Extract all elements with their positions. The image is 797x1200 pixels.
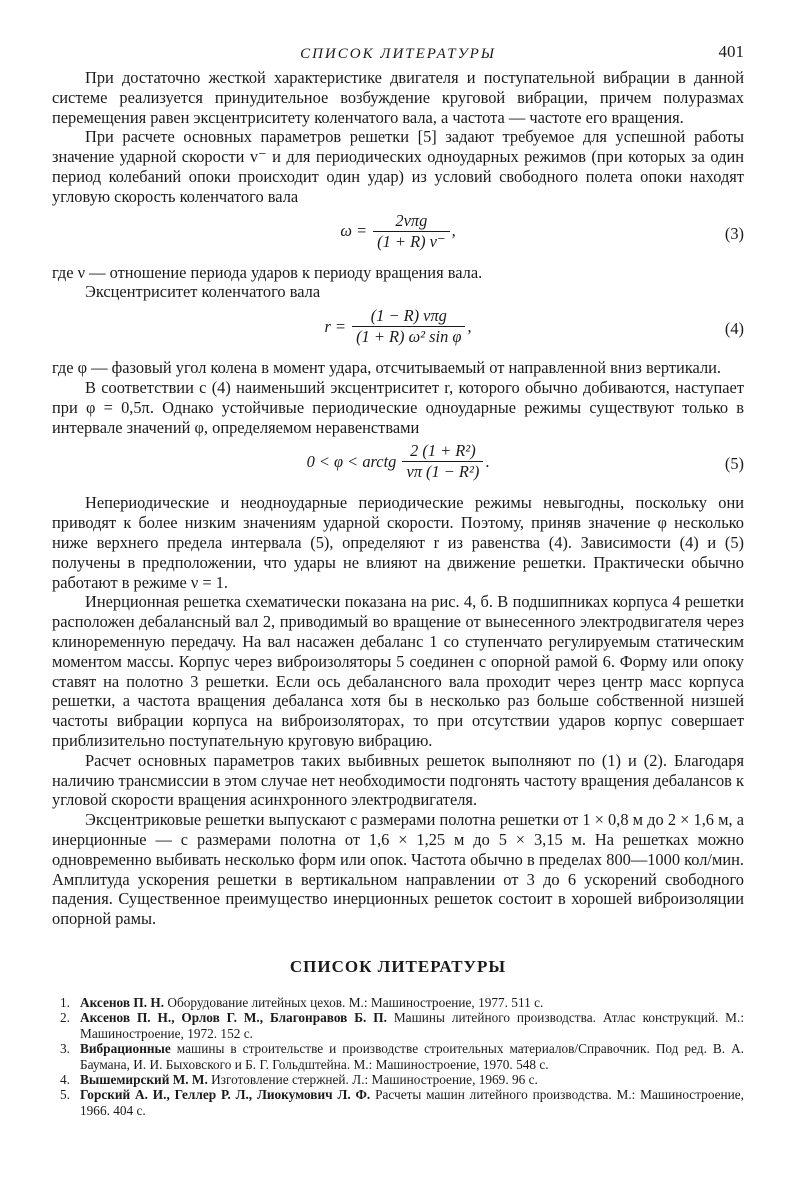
paragraph-4: Эксцентриситет коленчатого вала bbox=[85, 282, 321, 302]
reference-authors: Горский А. И., Геллер Р. Л., Лиокумович Л. Ф. bbox=[80, 1087, 371, 1103]
reference-number: 2. bbox=[60, 1010, 70, 1026]
equation-5-denominator: νπ (1 − R²) bbox=[406, 462, 480, 482]
equation-4-lhs: r = bbox=[324, 316, 346, 336]
equation-4-fraction bbox=[352, 306, 465, 347]
equation-3-number: (3) bbox=[724, 223, 744, 243]
reference-item bbox=[52, 1087, 744, 1118]
reference-number: 5. bbox=[60, 1087, 70, 1103]
equation-4-number: (4) bbox=[724, 319, 744, 339]
reference-item bbox=[52, 1010, 744, 1041]
reference-authors: Вышемирский М. М. bbox=[80, 1071, 208, 1087]
equation-5-fraction bbox=[402, 441, 483, 482]
reference-item bbox=[52, 1041, 744, 1072]
reference-number: 3. bbox=[60, 1041, 70, 1057]
equation-4-numerator: (1 − R) νπg bbox=[352, 306, 465, 327]
paragraph-5: где φ — фазовый угол колена в момент удара, отсчитываемый от направленной вниз вертикали. bbox=[52, 358, 722, 378]
paragraph-1: При достаточно жесткой характеристике двигателя и поступательной вибрации в данной системе реализуется принудительное возбуждение круговой вибрации, причем полуразмах перемещения равен эксцентриситету коленчатого вала, а частота — частоте его вращения. bbox=[52, 68, 744, 127]
equation-3-numerator: 2νπg bbox=[373, 211, 449, 232]
equation-5-punct: . bbox=[485, 451, 490, 471]
references-list bbox=[52, 995, 744, 1118]
equation-4-punct: , bbox=[467, 316, 472, 336]
reference-authors: Аксенов П. Н. bbox=[80, 994, 165, 1010]
reference-text: Расчеты машин литейного производства. М.: Машиностроение, 1966. 404 с. bbox=[80, 1087, 744, 1118]
equation-4 bbox=[52, 306, 744, 354]
paragraph-6: В соответствии с (4) наименьший эксцентриситет r, которого обычно добиваются, наступает при φ = 0,5π. Однако устойчивые периодические одноударные режимы существуют только в интервале значений φ, определяемом неравенствами bbox=[52, 377, 744, 437]
reference-text: машины в строительстве и производстве строительных материалов/Справочник. Под ред. В. А. Баумана, И. И. Быховского и Б. Г. Гольдштейна. М.: Машиностроение, 1970. 548 с. bbox=[80, 1041, 744, 1072]
book-page bbox=[52, 38, 744, 1118]
reference-number: 4. bbox=[60, 1071, 70, 1087]
page-header bbox=[52, 38, 744, 68]
page-number: 401 bbox=[718, 42, 744, 61]
equation-5-numerator: 2 (1 + R²) bbox=[402, 441, 483, 462]
references-title: СПИСОК ЛИТЕРАТУРЫ bbox=[289, 956, 507, 976]
paragraph-3: где ν — отношение периода ударов к периоду вращения вала. bbox=[52, 262, 483, 282]
paragraph-8: Инерционная решетка схематически показана на рис. 4, б. В подшипниках корпуса 4 решетки расположен дебалансный вал 2, приводимый во вращение от вынесенного электродвигателя через клиноременную передачу. На вал насажен дебаланс 1 со ступенчато регулируемым статическим моментом массы. Корпус через виброизоляторы 5 соединен с опорной рамой 6. Форму или опоку ставят на полотно 3 решетки. Если ось дебалансного вала проходит через центр масс корпуса решетки, а частота вращения дебаланса хотя бы в несколько раз больше собственной низшей частоты вибрации корпуса на виброизоляторах, то при отсутствии ударов корпус совершает приблизительно поступательную круговую вибрацию. bbox=[52, 592, 744, 750]
reference-number: 1. bbox=[60, 994, 70, 1010]
paragraph-9: Расчет основных параметров таких выбивных решеток выполняют по (1) и (2). Благодаря наличию трансмиссии в этом случае нет необходимости подгонять частоту вращения дебалансов к угловой скорости вращения асинхронного электродвигателя. bbox=[52, 750, 744, 810]
reference-authors: Аксенов П. Н., Орлов Г. М., Благонравов Б. П. bbox=[80, 1010, 387, 1026]
equation-5-lhs: 0 < φ < arctg bbox=[306, 451, 397, 471]
equation-3 bbox=[52, 211, 744, 259]
equation-3-denominator: (1 + R) v⁻ bbox=[377, 231, 446, 251]
reference-item bbox=[52, 995, 744, 1010]
equation-3-fraction bbox=[373, 211, 449, 252]
equation-5 bbox=[52, 441, 744, 489]
equation-3-lhs: ω = bbox=[340, 221, 368, 241]
reference-text: Оборудование литейных цехов. М.: Машиностроение, 1977. 511 с. bbox=[164, 994, 544, 1010]
equation-3-punct: , bbox=[451, 221, 456, 241]
reference-authors: Вибрационные bbox=[80, 1041, 171, 1057]
equation-4-denominator: (1 + R) ω² sin φ bbox=[356, 327, 462, 347]
paragraph-10: Эксцентриковые решетки выпускают с размерами полотна решетки от 1 × 0,8 м до 2 × 1,6 м, а инерционные — с размерами полотна от 1,6 × 1,25 м до 5 × 3,15 м. На решетках можно одновременно выбивать несколько форм или опок. Частота обычно в пределах 800—1000 кол/мин. Амплитуда ускорения решетки в вертикальном направлении от 3 до 6 ускорений свободного падения. Существенное преимущество инерционных решеток состоит в хорошей виброизоляции опорной рамы. bbox=[52, 810, 744, 929]
reference-text: Машины литейного производства. Атлас конструкций. М.: Машиностроение, 1972. 152 с. bbox=[80, 1010, 745, 1041]
running-title: СПИСОК ЛИТЕРАТУРЫ bbox=[300, 46, 496, 62]
equation-5-number: (5) bbox=[724, 454, 744, 474]
reference-item bbox=[52, 1072, 744, 1087]
reference-text: Изготовление стержней. Л.: Машиностроение, 1969. 96 с. bbox=[207, 1071, 538, 1087]
paragraph-7: Непериодические и неодноударные периодические режимы невыгодны, поскольку они приводят к более низким значениям ударной скорости. Поэтому, приняв значение φ несколько ниже верхнего предела интервала (5), определяют r из равенства (4). Зависимости (4) и (5) получены в предположении, что удары не влияют на движение решетки. Практически обычно работают в режиме ν = 1. bbox=[52, 493, 744, 592]
paragraph-2: При расчете основных параметров решетки [5] задают требуемое для успешной работы значение ударной скорости v⁻ и для периодических одноударных режимов (при которых за один период колебаний опоки происходит один удар) из условий свободного полета опоки находят угловую скорость коленчатого вала bbox=[52, 127, 744, 206]
